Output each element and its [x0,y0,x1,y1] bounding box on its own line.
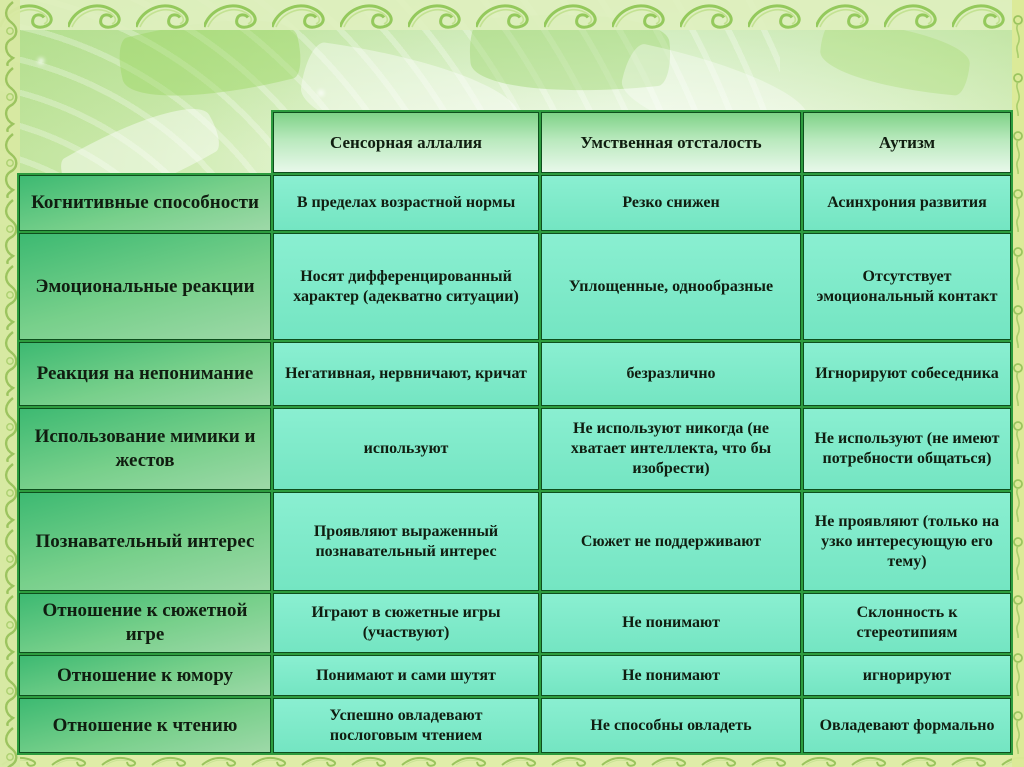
table-cell: Овладевают формально [803,698,1011,753]
table-cell: Негативная, нервничают, кричат [273,342,539,406]
row-header-attitude-to-humor: Отношение к юмору [19,655,271,696]
table-cell: Понимают и сами шутят [273,655,539,696]
comparison-table [17,110,1013,755]
frame-right-ornament [1012,0,1024,767]
table-cell: Не способны овладеть [541,698,801,753]
table-cell: безразлично [541,342,801,406]
row-header-use-of-mimics-gestures: Использование мимики и жестов [19,408,271,490]
table-cell: Проявляют выраженный познавательный интерес [273,492,539,591]
table-cell: Сюжет не поддерживают [541,492,801,591]
table-cell: Резко снижен [541,175,801,231]
table-cell: Успешно овладевают послоговым чтением [273,698,539,753]
frame-bottom-ornament [0,754,1024,767]
table-cell: игнорируют [803,655,1011,696]
table-cell: Не используют никогда (не хватает интеллекта, что бы изобрести) [541,408,801,490]
table-cell: В пределах возрастной нормы [273,175,539,231]
row-header-emotional-reactions: Эмоциональные реакции [19,233,271,340]
frame-top-ornament [0,0,1024,30]
table-cell: Играют в сюжетные игры (участвуют) [273,593,539,653]
table-cell: Не используют (не имеют потребности общаться) [803,408,1011,490]
table-cell: Не понимают [541,593,801,653]
row-header-cognitive-interest: Познавательный интерес [19,492,271,591]
table-cell: используют [273,408,539,490]
table-cell: Носят дифференцированный характер (адекватно ситуации) [273,233,539,340]
leaf-shape [817,19,972,97]
table-cell: Уплощенные, однообразные [541,233,801,340]
row-header-reaction-to-misunderstanding: Реакция на непонимание [19,342,271,406]
table-cell: Отсутствует эмоциональный контакт [803,233,1011,340]
column-header-sensory-alalia: Сенсорная аллалия [273,112,539,173]
table-cell: Асинхрония развития [803,175,1011,231]
table-corner-empty [19,112,271,173]
row-header-cognitive-abilities: Когнитивные способности [19,175,271,231]
table-cell: Игнорируют собеседника [803,342,1011,406]
column-header-mental-retardation: Умственная отсталость [541,112,801,173]
column-header-autism: Аутизм [803,112,1011,173]
table-cell: Склонность к стереотипиям [803,593,1011,653]
table-cell: Не понимают [541,655,801,696]
row-header-attitude-to-story-play: Отношение к сюжетной игре [19,593,271,653]
row-header-attitude-to-reading: Отношение к чтению [19,698,271,753]
table-cell: Не проявляют (только на узко интересующую его тему) [803,492,1011,591]
